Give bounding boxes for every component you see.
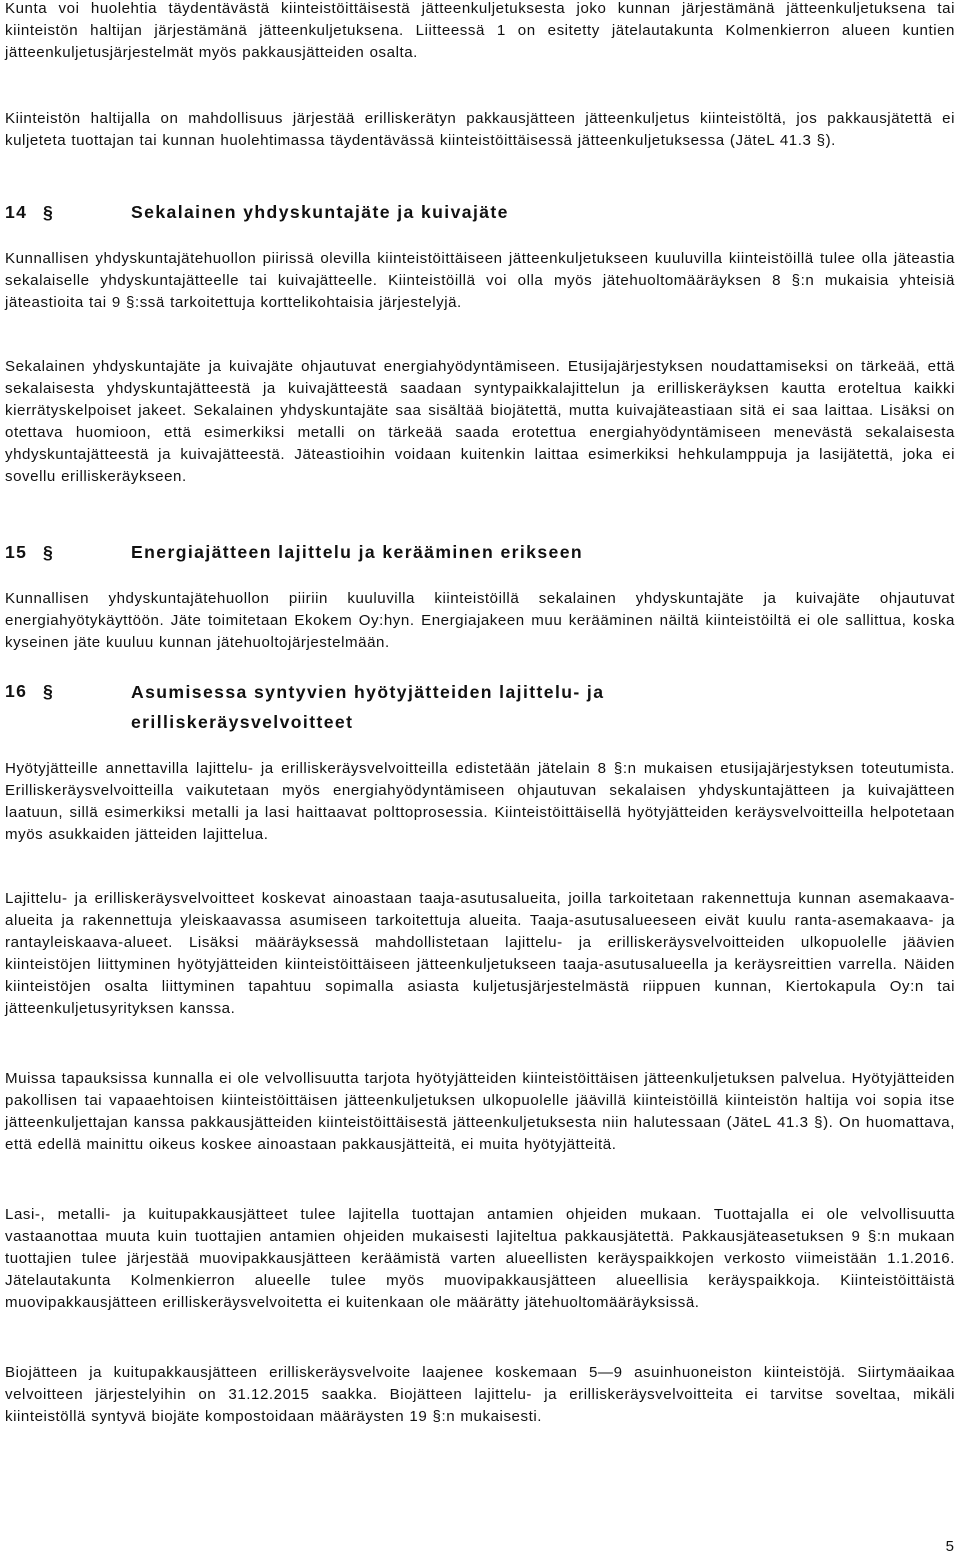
page-number: 5: [945, 1538, 954, 1555]
intro-paragraph-2: Kiinteistön haltijalla on mahdollisuus järjestää erilliskerätyn pakkausjätteen jätteenkuljetus kiinteistöltä, jos pakkausjätettä ei kuljeteta tuottajan tai kunnan huolehtimassa täydentävässä kiinteistöittäisessä jätteenkuljetuksessa (JäteL 41.3 §).: [5, 110, 955, 149]
section-symbol: §: [43, 202, 55, 222]
section-15-paragraph-1: Kunnallisen yhdyskuntajätehuollon piiriin kuuluvilla kiinteistöillä sekalainen yhdyskuntajäte ja kuivajäte ohjautuvat energiahyötykäyttöön. Jäte toimitetaan Ekokem Oy:hyn. Energiajakeen muu kerääminen näiltä kiinteistöiltä ei ole sallittua, koska kyseinen jäte kuuluu kunnan jätehuoltojärjestelmään.: [5, 590, 955, 651]
section-number: 15: [5, 542, 28, 562]
section-16-paragraph-4: Lasi-, metalli- ja kuitupakkausjätteet tulee lajitella tuottajan antamien ohjeiden mukaan. Tuottajalla ei ole velvollisuutta vastaanottaa muuta kuin tuottajien antamien ohjeiden mukaisesti lajiteltua pakkausjätettä. Pakkausjäteasetuksen 9 §:n mukaan tuottajien tulee järjestää muovipakkausjätteen keräämistä varten alueellisten keräyspaikkojen verkosto viimeistään 1.1.2016. Jätelautakunta Kolmenkierron alueelle tulee myös muovipakkausjätteen alueellisia keräyspaikkoja. Kiinteistöittäistä muovipakkausjätteen erilliskeräysvelvoitetta ei kuitenkaan ole määrätty jätehuoltomääräyksissä.: [5, 1206, 955, 1311]
section-title: Asumisessa syntyvien hyötyjätteiden lajittelu- ja erilliskeräysvelvoitteet: [131, 682, 605, 732]
section-heading-15: [5, 538, 955, 567]
section-heading-16: [5, 677, 955, 737]
section-14-paragraph-2: Sekalainen yhdyskuntajäte ja kuivajäte ohjautuvat energiahyödyntämiseen. Etusijajärjestyksen noudattamiseksi on tärkeää, että sekalaisesta yhdyskuntajätteestä ja kuivajätteestä saadaan syntypaikkalajittelun ja erilliskeräyksen kautta eroteltua kaikki kierrätyskelpoiset jakeet. Sekalainen yhdyskuntajäte saa sisältää biojätettä, mutta kuivajäteastiaan sitä ei saa laittaa. Lisäksi on otettava huomioon, että esimerkiksi metalli on tärkeää saada erotettua energiahyödyntämiseen menevästä sekalaisesta yhdyskuntajätteestä ja kuivajätteestä. Jäteastioihin voidaan kuitenkin laittaa esimerkiksi hehkulamppuja ja lasijätettä, joka ei sovellu erilliskeräykseen.: [5, 358, 955, 485]
section-16-paragraph-3: Muissa tapauksissa kunnalla ei ole velvollisuutta tarjota hyötyjätteiden kiinteistöittäisen jätteenkuljetuksen palvelua. Hyötyjätteiden pakollisen tai vapaaehtoisen kiinteistöittäisen jätteenkuljetuksen ulkopuolelle jäävillä kiinteistöillä kiinteistön haltija voi sopia itse jätteenkuljettajan kanssa pakkausjätteiden kiinteistöittäisestä jätteenkuljetuksesta niin halutessaan (JäteL 41.3 §). On huomattava, että edellä mainittu oikeus koskee ainoastaan pakkausjätteitä, ei muita hyötyjätteitä.: [5, 1070, 955, 1153]
section-number: 14: [5, 202, 28, 222]
intro-paragraph-1: Kunta voi huolehtia täydentävästä kiinteistöittäisestä jätteenkuljetuksesta joko kunnan järjestämänä jätteenkuljetuksena tai kiinteistön haltijan järjestämänä jätteenkuljetuksena. Liitteessä 1 on esitetty jätelautakunta Kolmenkierron alueen kuntien jätteenkuljetusjärjestelmät myös pakkausjätteiden osalta.: [5, 0, 955, 61]
section-14-paragraph-1: Kunnallisen yhdyskuntajätehuollon piirissä olevilla kiinteistöittäiseen jätteenkuljetukseen kuuluvilla kiinteistöillä tulee olla jäteastia sekalaiselle yhdyskuntajätteelle tai kuivajätteelle. Kiinteistöillä voi olla myös jätehuoltomääräyksen 8 §:n mukaisia yhteisiä jäteastioita tai 9 §:ssä tarkoitettuja korttelikohtaisia järjestelyjä.: [5, 250, 955, 311]
section-16-paragraph-1: Hyötyjätteille annettavilla lajittelu- ja erilliskeräysvelvoitteilla edistetään jätelain 8 §:n mukaisen etusijajärjestyksen toteutumista. Erilliskeräysvelvoitteilla vaikutetaan myös energiahyödyntämiseen ohjautuvan sekalaisen yhdyskuntajätteen ja kuivajätteen laatuun, sillä esimerkiksi metalli ja lasi haittaavat polttoprosessia. Kiinteistöittäisellä hyötyjätteiden keräysvelvoitteilla helpotetaan myös asukkaiden jätteiden lajittelua.: [5, 760, 955, 843]
section-title: Energiajätteen lajittelu ja kerääminen erikseen: [131, 542, 584, 562]
section-number: 16: [5, 681, 28, 701]
section-symbol: §: [43, 542, 55, 562]
section-16-paragraph-5: Biojätteen ja kuitupakkausjätteen erilliskeräysvelvoite laajenee koskemaan 5—9 asuinhuoneiston kiinteistöjä. Siirtymäaikaa velvoitteen järjestelyihin on 31.12.2015 saakka. Biojätteen lajittelu- ja erilliskeräysvelvoitteita ei tarvitse soveltaa, mikäli kiinteistöllä syntyvä biojäte kompostoidaan määräysten 19 §:n mukaisesti.: [5, 1364, 955, 1425]
section-heading-14: [5, 198, 955, 227]
section-16-paragraph-2: Lajittelu- ja erilliskeräysvelvoitteet koskevat ainoastaan taaja-asutusalueita, joilla tarkoitetaan rakennettuja kunnan asemakaava-alueita ja rakennettuja yleiskaavassa asumiseen tarkoitettuja alueita. Taaja-asutusalueeseen eivät kuulu ranta-asemakaava- ja rantayleiskaava-alueet. Lisäksi määräyksessä mahdollistetaan lajittelu- ja erilliskeräysvelvoitteiden ulkopuolelle jäävien kiinteistöjen liittyminen hyötyjätteiden kiinteistöittäiseen jätteenkuljetukseen taaja-asutusalueella ja keräysreittien varrella. Näiden kiinteistöjen osalta liittyminen tapahtuu sopimalla asiasta kuljetusjärjestelmästä riippuen kunnan, Kiertokapula Oy:n tai jätteenkuljetusyrityksen kanssa.: [5, 890, 955, 1017]
section-symbol: §: [43, 681, 55, 701]
section-title: Sekalainen yhdyskuntajäte ja kuivajäte: [131, 202, 509, 222]
